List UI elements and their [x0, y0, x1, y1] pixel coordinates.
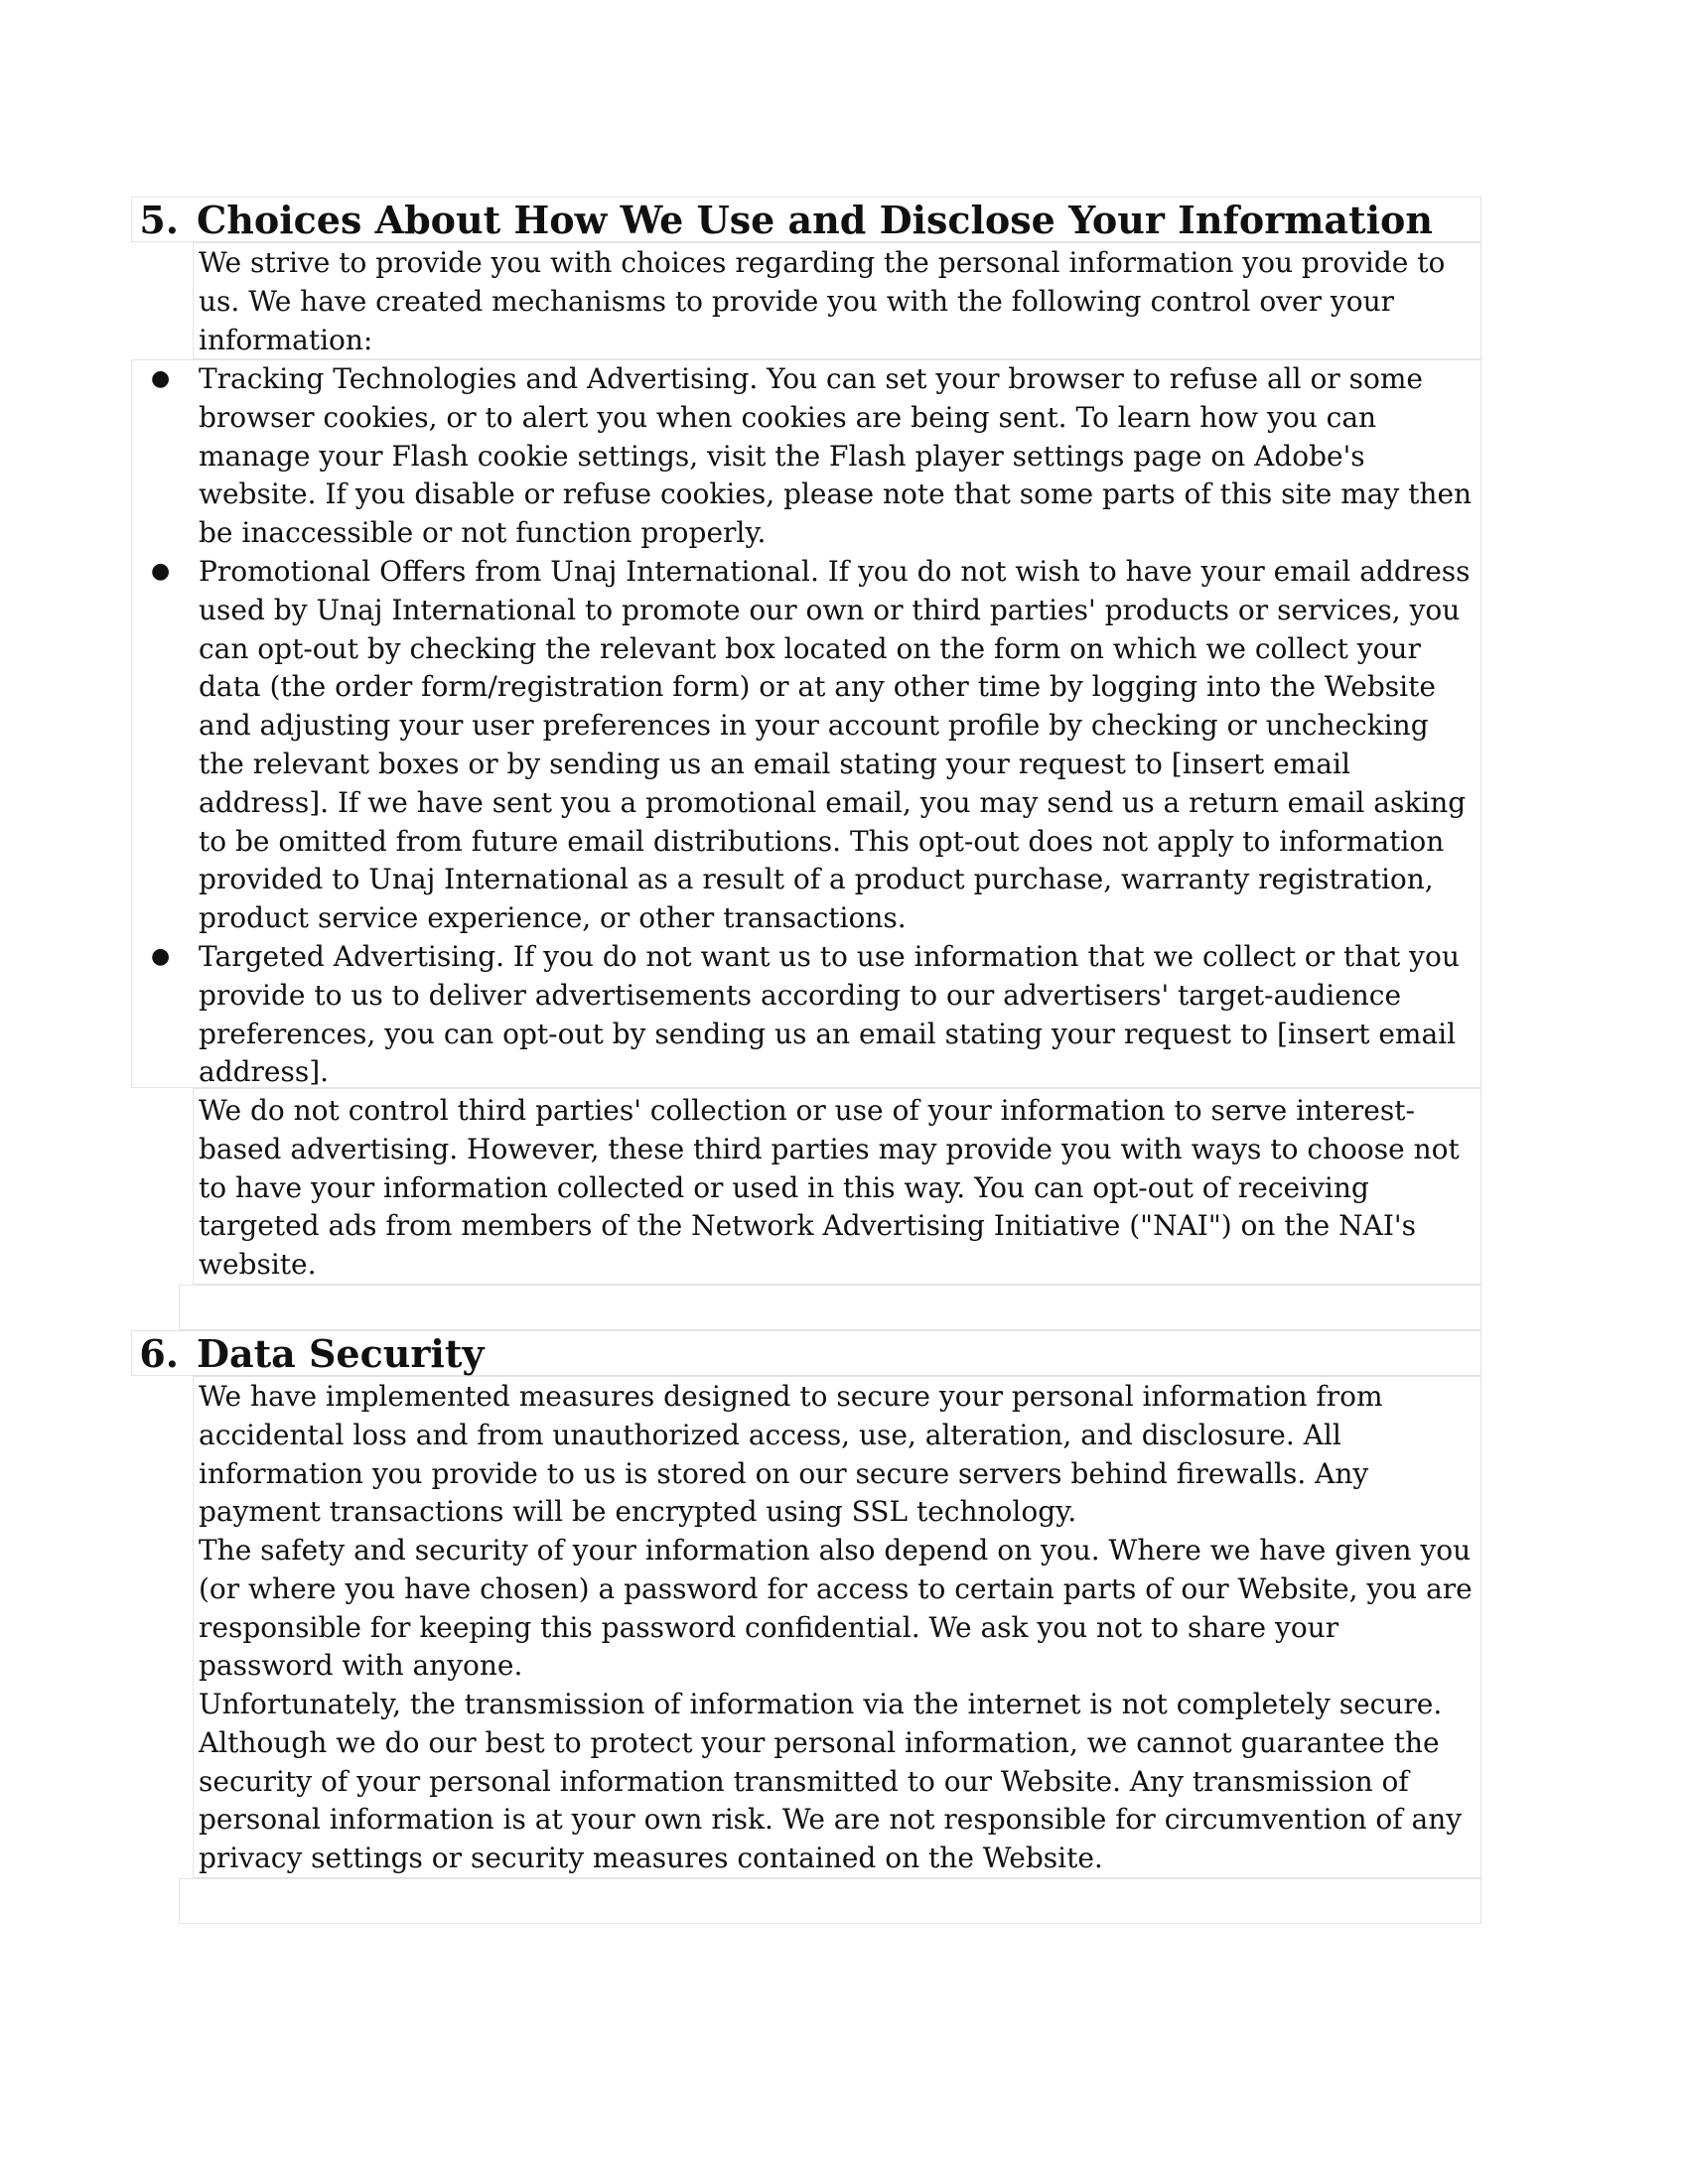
table-cell-border: [179, 1878, 1481, 1924]
section-intro-paragraph: We strive to provide you with choices regarding the personal information you provide to us. We have created mechanisms to provide you with the following control over your information:: [199, 246, 1446, 356]
section-number: 6.: [139, 1331, 179, 1376]
body-paragraph: We have implemented measures designed to secure your personal information from accidental loss and from unauthorized access, use, alteration, and disclosure. All information you provide to us is stored on our secure servers behind firewalls. Any payment transactions will be encrypted using SSL technology.: [199, 1380, 1383, 1529]
bullet-marker: ●: [151, 944, 171, 969]
bullet-marker: ●: [151, 366, 171, 391]
list-item: Targeted Advertising. If you do not want us to use information that we collect or that you provide to us to deliver advertisements according to our advertisers' target-audience preferences, you can opt-out by sending us an email stating your request to [insert email address].: [199, 940, 1460, 1089]
section-number: 5.: [139, 198, 179, 242]
list-item: Promotional Offers from Unaj International. If you do not wish to have your email address used by Unaj International to promote our own or third parties' products or services, you can opt-out by checking the relevant box located on the form on which we collect your data (the order form/registration form) or at any other time by logging into the Website and adjusting your user preferences in your account profile by checking or unchecking the relevant boxes or by sending us an email stating your request to [insert email address]. If we have sent you a promotional email, you may send us a return email asking to be omitted from future email distributions. This opt-out does not apply to information provided to Unaj International as a result of a product purchase, warranty registration, product service experience, or other transactions.: [199, 555, 1471, 935]
body-paragraph: Unfortunately, the transmission of information via the internet is not completely secure. Although we do our best to protect your personal information, we cannot guarantee the security of your personal information transmitted to our Website. Any transmission of personal information is at your own risk. We are not responsible for circumvention of any privacy settings or security measures contained on the Website.: [199, 1688, 1463, 1875]
list-item: Tracking Technologies and Advertising. You can set your browser to refuse all or some browser cookies, or to alert you when cookies are being sent. To learn how you can manage your Flash cookie settings, visit the Flash player settings page on Adobe's website. If you disable or refuse cookies, please note that some parts of this site may then be inaccessible or not function properly.: [199, 362, 1473, 550]
bullet-marker: ●: [151, 559, 171, 584]
section-heading: Choices About How We Use and Disclose Your Information: [197, 198, 1434, 242]
table-cell-border: [179, 1285, 1481, 1330]
section-heading: Data Security: [197, 1331, 485, 1376]
section-closing-paragraph: We do not control third parties' collection or use of your information to serve interest-based advertising. However, these third parties may provide you with ways to choose not to have your information collected or used in this way. You can opt-out of receiving targeted ads from members of the Network Advertising Initiative ("NAI") on the NAI's website.: [199, 1094, 1460, 1282]
body-paragraph: The safety and security of your information also depend on you. Where we have given you (or where you have chosen) a password for access to certain parts of our Website, you are responsible for keeping this password confidential. We ask you not to share your password with anyone.: [199, 1534, 1473, 1683]
